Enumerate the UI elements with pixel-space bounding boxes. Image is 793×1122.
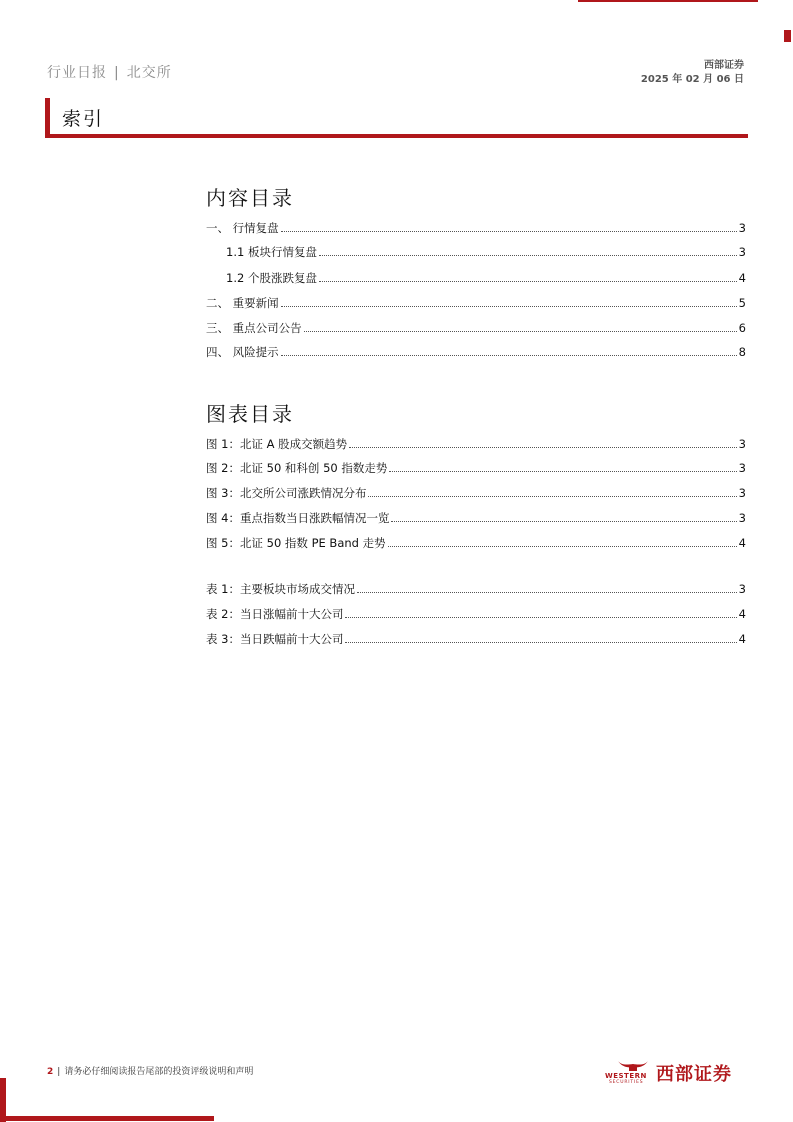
table-item[interactable]	[206, 606, 746, 622]
toc-leader-dots	[304, 331, 737, 332]
toc-leader-dots	[319, 255, 737, 256]
toc-item-label: 二、 重要新闻	[206, 296, 279, 310]
toc-item-page: 5	[738, 296, 746, 310]
toc-leader-dots	[319, 281, 737, 282]
toc-leader-dots	[389, 471, 736, 472]
figure-item-label: 图 5：北证 50 指数 PE Band 走势	[206, 536, 386, 550]
table-item[interactable]	[206, 631, 746, 647]
footer-accent-horizontal	[0, 1116, 214, 1121]
table-item-label: 表 3：当日跌幅前十大公司	[206, 632, 344, 646]
table-item-label: 表 2：当日涨幅前十大公司	[206, 607, 344, 621]
toc-leader-dots	[357, 592, 737, 593]
toc-item[interactable]	[206, 320, 746, 336]
toc-leader-dots	[345, 642, 736, 643]
footer-page-number: 2	[47, 1067, 54, 1077]
toc-item-label: 三、 重点公司公告	[206, 321, 302, 335]
toc-item-label: 1.2 个股涨跌复盘	[226, 271, 317, 285]
table-item-page: 3	[738, 582, 746, 596]
toc-item[interactable]	[206, 344, 746, 360]
section-bar-accent	[45, 98, 50, 138]
figure-item[interactable]	[206, 535, 746, 551]
figure-item-page: 3	[738, 486, 746, 500]
market-name: 北交所	[126, 65, 172, 81]
footer-disclaimer-line	[47, 1064, 253, 1077]
section-title: 索引	[62, 108, 105, 130]
top-rule	[578, 0, 758, 2]
toc-leader-dots	[345, 617, 736, 618]
footer-separator: |	[57, 1067, 61, 1077]
figure-item-page: 3	[738, 461, 746, 475]
figure-item-label: 图 3：北交所公司涨跌情况分布	[206, 486, 367, 500]
toc-item-page: 4	[738, 271, 746, 285]
table-item-page: 4	[738, 632, 746, 646]
figure-item-label: 图 4：重点指数当日涨跌幅情况一览	[206, 511, 390, 525]
table-item-page: 4	[738, 607, 746, 621]
toc-leader-dots	[388, 546, 737, 547]
toc-item-page: 6	[738, 321, 746, 335]
figure-item[interactable]	[206, 436, 746, 452]
logo-chinese: 西部证券	[656, 1064, 732, 1085]
figure-item-page: 3	[738, 437, 746, 451]
table-item[interactable]	[206, 581, 746, 597]
toc-leader-dots	[349, 447, 737, 448]
toc-item[interactable]	[226, 270, 746, 286]
toc-item[interactable]	[226, 244, 746, 260]
figure-item-page: 3	[738, 511, 746, 525]
toc-heading: 内容目录	[206, 186, 294, 210]
corner-mark	[784, 30, 791, 42]
toc-item-label: 四、 风险提示	[206, 345, 279, 359]
figure-item[interactable]	[206, 485, 746, 501]
report-type: 行业日报	[47, 65, 107, 81]
figure-item-page: 4	[738, 536, 746, 550]
figure-item[interactable]	[206, 460, 746, 476]
toc-item[interactable]	[206, 295, 746, 311]
toc-item-label: 一、 行情复盘	[206, 221, 279, 235]
toc-item-page: 3	[738, 221, 746, 235]
toc-leader-dots	[368, 496, 736, 497]
header-company: 西部证券	[704, 60, 744, 71]
footer-disclaimer: 请务必仔细阅读报告尾部的投资评级说明和声明	[64, 1067, 254, 1077]
header-breadcrumb	[47, 62, 172, 82]
toc-item-page: 8	[738, 345, 746, 359]
bull-horns-icon	[616, 1058, 650, 1072]
figure-item[interactable]	[206, 510, 746, 526]
header-separator: |	[114, 65, 120, 81]
toc-leader-dots	[281, 355, 737, 356]
toc-item-page: 3	[738, 245, 746, 259]
figure-item-label: 图 1：北证 A 股成交额趋势	[206, 437, 348, 451]
toc-leader-dots	[391, 521, 736, 522]
figures-heading: 图表目录	[206, 402, 294, 426]
toc-leader-dots	[281, 306, 737, 307]
logo-english-sub: SECURITIES	[609, 1080, 644, 1085]
logo-english: WESTERN	[605, 1072, 647, 1080]
toc-leader-dots	[281, 231, 737, 232]
toc-item[interactable]	[206, 220, 746, 236]
table-item-label: 表 1：主要板块市场成交情况	[206, 582, 355, 596]
figure-item-label: 图 2：北证 50 和科创 50 指数走势	[206, 461, 388, 475]
toc-item-label: 1.1 板块行情复盘	[226, 245, 317, 259]
header-date: 2025 年 02 月 06 日	[640, 74, 744, 85]
section-bar-underline	[45, 134, 748, 138]
